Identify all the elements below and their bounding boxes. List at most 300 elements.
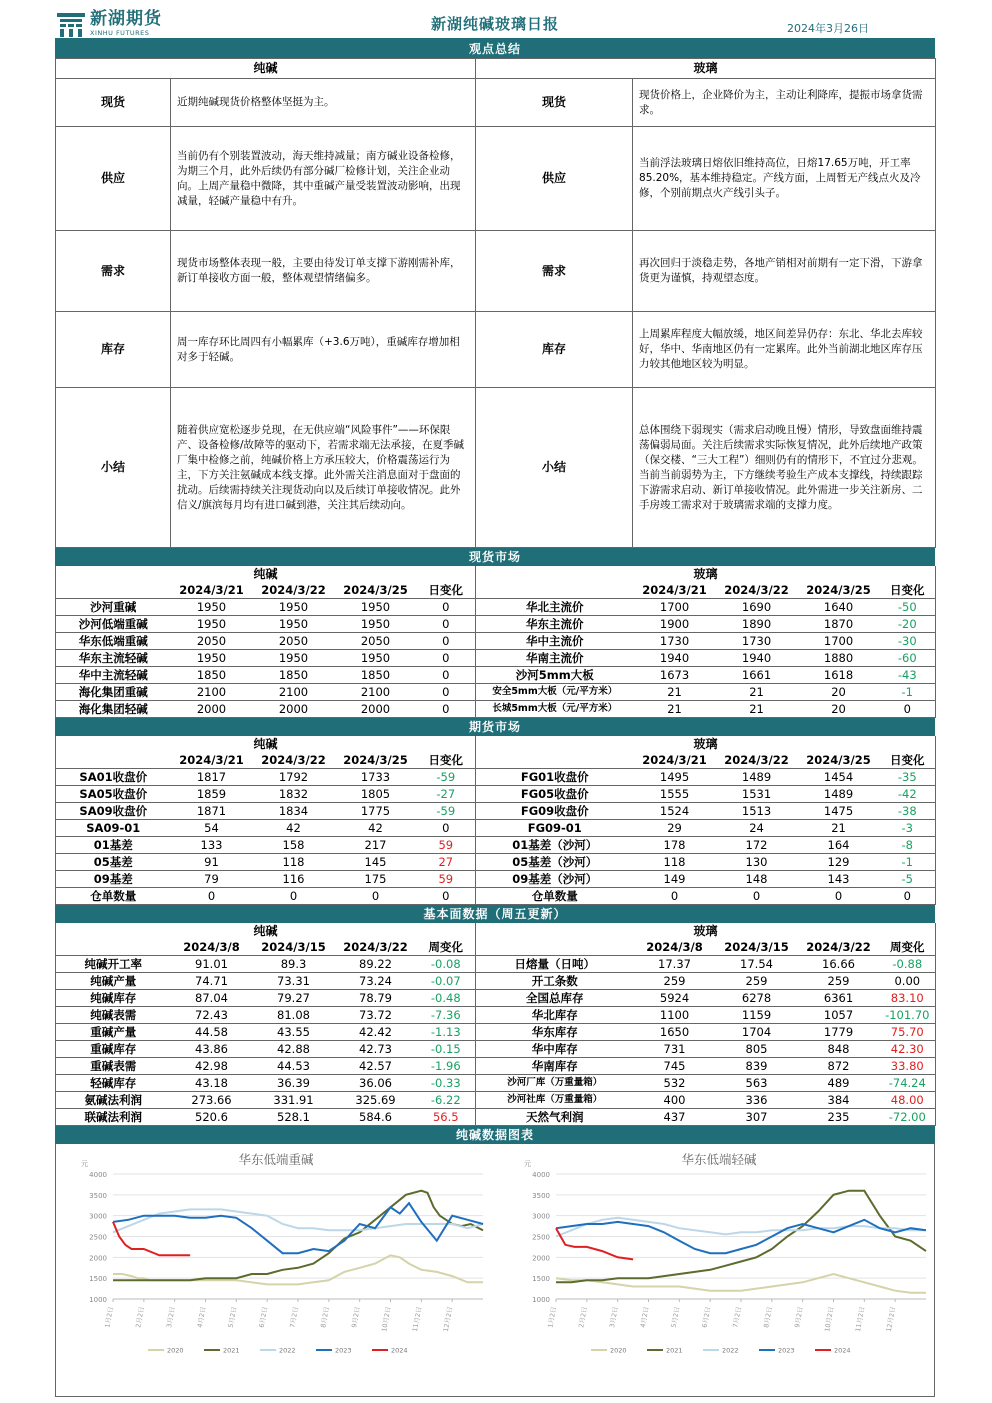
legend-label: 2022 bbox=[279, 1346, 296, 1355]
change-cell: 0 bbox=[417, 701, 476, 718]
views-label: 供应 bbox=[56, 127, 171, 231]
table-row bbox=[56, 633, 936, 650]
x-tick-label: 4月2日 bbox=[638, 1305, 651, 1329]
views-label: 供应 bbox=[476, 127, 633, 231]
views-glass-text: 总体围绕下弱现实（需求启动晚且慢）情形，导致盘面维持震荡偏弱局面。关注后续需求实际恢复情况，此外后续地产政策（保交楼、“三大工程”）细则仍有的情形下，不宜过分悲观。当前当前弱势为主，下方继续考验生产成本支撑线，持续跟踪下游需求启动、新订单接收情况。此外需进一步关注新房、二手房竣工需求对于玻璃需求端的支撑力度。 bbox=[633, 388, 936, 548]
change-cell: -0.88 bbox=[880, 956, 936, 973]
chart-light-soda bbox=[504, 1144, 934, 1397]
x-tick-label: 1月2日 bbox=[546, 1305, 558, 1329]
report-header bbox=[55, 8, 935, 40]
value-cell: 133 bbox=[171, 837, 253, 854]
value-cell: 1730 bbox=[716, 633, 798, 650]
value-cell: 74.71 bbox=[171, 973, 253, 990]
x-tick-label: 2月2日 bbox=[577, 1305, 589, 1329]
value-cell: 1531 bbox=[716, 786, 798, 803]
futures-table bbox=[55, 736, 936, 905]
change-cell: 0 bbox=[880, 701, 936, 718]
date-header: 2024/3/21 bbox=[634, 752, 716, 769]
row-label: 氨碱法利润 bbox=[56, 1092, 171, 1109]
table-row bbox=[56, 1109, 936, 1126]
legend-label: 2022 bbox=[722, 1346, 739, 1355]
value-cell: 149 bbox=[634, 871, 716, 888]
value-cell: 1871 bbox=[171, 803, 253, 820]
value-cell: 91 bbox=[171, 854, 253, 871]
value-cell: 1940 bbox=[634, 650, 716, 667]
y-tick-label: 3500 bbox=[89, 1191, 107, 1200]
row-label: 09基差 bbox=[56, 871, 171, 888]
value-cell: 1454 bbox=[798, 769, 880, 786]
date-header: 2024/3/21 bbox=[171, 582, 253, 599]
date-header: 日变化 bbox=[417, 582, 476, 599]
x-tick-label: 3月2日 bbox=[165, 1305, 177, 1329]
soda-section-title: 纯碱 bbox=[56, 736, 476, 752]
change-cell: -0.07 bbox=[417, 973, 476, 990]
value-cell: 73.72 bbox=[335, 1007, 417, 1024]
value-cell: 1513 bbox=[716, 803, 798, 820]
value-cell: 0 bbox=[634, 888, 716, 905]
change-cell: -42 bbox=[880, 786, 936, 803]
value-cell: 336 bbox=[716, 1092, 798, 1109]
row-label: 沙河低端重碱 bbox=[56, 616, 171, 633]
change-cell: -1.13 bbox=[417, 1024, 476, 1041]
value-cell: 1859 bbox=[171, 786, 253, 803]
blank-cell bbox=[56, 939, 171, 956]
change-cell: -74.24 bbox=[880, 1075, 936, 1092]
change-cell: -0.15 bbox=[417, 1041, 476, 1058]
y-tick-label: 3500 bbox=[532, 1191, 550, 1200]
views-glass-text: 上周累库程度大幅放缓，地区间差异仍存：东北、华北去库较好，华中、华南地区仍有一定累库。此外当前湖北地区库存压力较其他地区较为明显。 bbox=[633, 312, 936, 388]
value-cell: 21 bbox=[634, 684, 716, 701]
value-cell: 20 bbox=[798, 701, 880, 718]
value-cell: 0 bbox=[716, 888, 798, 905]
change-cell: -0.48 bbox=[417, 990, 476, 1007]
report-title: 新湖纯碱玻璃日报 bbox=[430, 15, 559, 33]
x-tick-label: 7月2日 bbox=[288, 1305, 300, 1329]
row-label: SA05收盘价 bbox=[56, 786, 171, 803]
row-label: 05基差 bbox=[56, 854, 171, 871]
value-cell: 259 bbox=[634, 973, 716, 990]
chart-svg bbox=[61, 1144, 491, 1397]
value-cell: 1733 bbox=[335, 769, 417, 786]
value-cell: 0 bbox=[171, 888, 253, 905]
value-cell: 1950 bbox=[335, 616, 417, 633]
date-header: 周变化 bbox=[880, 939, 936, 956]
x-tick-label: 12月2日 bbox=[884, 1305, 898, 1333]
value-cell: 2100 bbox=[253, 684, 335, 701]
row-label: SA09-01 bbox=[56, 820, 171, 837]
legend-label: 2020 bbox=[167, 1346, 184, 1355]
date-header: 2024/3/22 bbox=[798, 939, 880, 956]
value-cell: 78.79 bbox=[335, 990, 417, 1007]
soda-section-title: 纯碱 bbox=[56, 923, 476, 939]
y-unit: 元 bbox=[81, 1160, 88, 1168]
views-label: 现货 bbox=[56, 79, 171, 127]
legend-label: 2023 bbox=[778, 1346, 795, 1355]
date-header: 周变化 bbox=[417, 939, 476, 956]
row-label: 长城5mm大板（元/平方米） bbox=[476, 701, 634, 718]
value-cell: 21 bbox=[634, 701, 716, 718]
glass-section-title: 玻璃 bbox=[476, 923, 936, 939]
date-header: 2024/3/25 bbox=[798, 582, 880, 599]
table-row bbox=[56, 650, 936, 667]
section-title-row bbox=[56, 736, 936, 752]
value-cell: 1475 bbox=[798, 803, 880, 820]
value-cell: 532 bbox=[634, 1075, 716, 1092]
value-cell: 42.57 bbox=[335, 1058, 417, 1075]
value-cell: 1950 bbox=[171, 599, 253, 616]
row-label: 华东主流价 bbox=[476, 616, 634, 633]
value-cell: 1057 bbox=[798, 1007, 880, 1024]
value-cell: 44.53 bbox=[253, 1058, 335, 1075]
futures-band: 期货市场 bbox=[55, 718, 935, 736]
date-header: 2024/3/22 bbox=[253, 582, 335, 599]
value-cell: 1950 bbox=[171, 650, 253, 667]
change-cell: 0.00 bbox=[880, 973, 936, 990]
row-label: 华东主流轻碱 bbox=[56, 650, 171, 667]
value-cell: 584.6 bbox=[335, 1109, 417, 1126]
value-cell: 1690 bbox=[716, 599, 798, 616]
section-title-row bbox=[56, 566, 936, 582]
value-cell: 1555 bbox=[634, 786, 716, 803]
series-line-2022 bbox=[556, 1218, 926, 1237]
row-label: 纯碱开工率 bbox=[56, 956, 171, 973]
y-unit: 元 bbox=[524, 1160, 531, 1168]
value-cell: 42.73 bbox=[335, 1041, 417, 1058]
chart-svg bbox=[504, 1144, 934, 1397]
change-cell: 27 bbox=[417, 854, 476, 871]
value-cell: 143 bbox=[798, 871, 880, 888]
change-cell: 33.80 bbox=[880, 1058, 936, 1075]
views-glass-text: 当前浮法玻璃日熔依旧维持高位，日熔17.65万吨，开工率85.20%，基本维持稳定。产线方面，上周暂无产线点火及冷修，个别前期点火产线引头子。 bbox=[633, 127, 936, 231]
value-cell: 1850 bbox=[335, 667, 417, 684]
chart-title: 华东低端轻碱 bbox=[681, 1152, 757, 1167]
value-cell: 1832 bbox=[253, 786, 335, 803]
charts-area bbox=[55, 1144, 935, 1397]
value-cell: 118 bbox=[253, 854, 335, 871]
value-cell: 437 bbox=[634, 1109, 716, 1126]
value-cell: 1524 bbox=[634, 803, 716, 820]
row-label: FG01收盘价 bbox=[476, 769, 634, 786]
value-cell: 1489 bbox=[716, 769, 798, 786]
change-cell: -60 bbox=[880, 650, 936, 667]
table-row bbox=[56, 667, 936, 684]
date-header: 2024/3/15 bbox=[253, 939, 335, 956]
value-cell: 1792 bbox=[253, 769, 335, 786]
value-cell: 331.91 bbox=[253, 1092, 335, 1109]
row-label: 华北库存 bbox=[476, 1007, 634, 1024]
legend-label: 2021 bbox=[666, 1346, 683, 1355]
value-cell: 259 bbox=[798, 973, 880, 990]
charts-band: 纯碱数据图表 bbox=[55, 1126, 935, 1144]
value-cell: 178 bbox=[634, 837, 716, 854]
value-cell: 1950 bbox=[335, 650, 417, 667]
legend-label: 2024 bbox=[391, 1346, 408, 1355]
row-label: 全国总库存 bbox=[476, 990, 634, 1007]
value-cell: 42 bbox=[335, 820, 417, 837]
x-tick-label: 3月2日 bbox=[608, 1305, 620, 1329]
logo-text-cn: 新湖期货 bbox=[90, 9, 162, 29]
change-cell: -1 bbox=[880, 684, 936, 701]
value-cell: 148 bbox=[716, 871, 798, 888]
change-cell: -59 bbox=[417, 803, 476, 820]
section-title-row bbox=[56, 923, 936, 939]
change-cell: 0 bbox=[417, 684, 476, 701]
change-cell: -3 bbox=[880, 820, 936, 837]
table-row bbox=[56, 837, 936, 854]
value-cell: 1779 bbox=[798, 1024, 880, 1041]
value-cell: 2100 bbox=[171, 684, 253, 701]
table-row bbox=[56, 973, 936, 990]
date-header-row bbox=[56, 752, 936, 769]
table-row bbox=[56, 854, 936, 871]
change-cell: -27 bbox=[417, 786, 476, 803]
row-label: 华中主流轻碱 bbox=[56, 667, 171, 684]
value-cell: 87.04 bbox=[171, 990, 253, 1007]
y-tick-label: 2000 bbox=[89, 1254, 107, 1263]
table-row bbox=[56, 616, 936, 633]
views-soda-text: 近期纯碱现货价格整体坚挺为主。 bbox=[171, 79, 476, 127]
date-header-row bbox=[56, 582, 936, 599]
spot-table bbox=[55, 566, 936, 718]
chart-title: 华东低端重碱 bbox=[238, 1152, 314, 1167]
value-cell: 805 bbox=[716, 1041, 798, 1058]
x-tick-label: 11月2日 bbox=[854, 1305, 867, 1333]
change-cell: 42.30 bbox=[880, 1041, 936, 1058]
y-tick-label: 3000 bbox=[89, 1212, 107, 1221]
y-tick-label: 1000 bbox=[89, 1296, 107, 1304]
change-cell: 0 bbox=[417, 616, 476, 633]
date-header: 2024/3/22 bbox=[716, 752, 798, 769]
date-header: 2024/3/22 bbox=[716, 582, 798, 599]
change-cell: -50 bbox=[880, 599, 936, 616]
value-cell: 1950 bbox=[253, 616, 335, 633]
change-cell: 75.70 bbox=[880, 1024, 936, 1041]
views-soda-text: 现货市场整体表现一般，主要由待发订单支撑下游刚需补库，新订单接收方面一般，整体观望情绪偏多。 bbox=[171, 231, 476, 312]
logo-text-en: XINHU FUTURES bbox=[90, 29, 150, 37]
value-cell: 307 bbox=[716, 1109, 798, 1126]
value-cell: 6278 bbox=[716, 990, 798, 1007]
value-cell: 73.24 bbox=[335, 973, 417, 990]
change-cell: 0 bbox=[417, 633, 476, 650]
row-label: FG09收盘价 bbox=[476, 803, 634, 820]
row-label: 华中库存 bbox=[476, 1041, 634, 1058]
row-label: 华南主流价 bbox=[476, 650, 634, 667]
value-cell: 400 bbox=[634, 1092, 716, 1109]
value-cell: 1700 bbox=[798, 633, 880, 650]
row-label: 开工条数 bbox=[476, 973, 634, 990]
views-label: 库存 bbox=[476, 312, 633, 388]
row-label: 沙河厂库（万重量箱） bbox=[476, 1075, 634, 1092]
value-cell: 2000 bbox=[335, 701, 417, 718]
row-label: 09基差（沙河） bbox=[476, 871, 634, 888]
value-cell: 21 bbox=[716, 701, 798, 718]
value-cell: 43.18 bbox=[171, 1075, 253, 1092]
table-row bbox=[56, 701, 936, 718]
change-cell: -8 bbox=[880, 837, 936, 854]
row-label: 重碱库存 bbox=[56, 1041, 171, 1058]
legend-label: 2024 bbox=[834, 1346, 851, 1355]
value-cell: 325.69 bbox=[335, 1092, 417, 1109]
series-line-2021 bbox=[113, 1191, 483, 1281]
value-cell: 1900 bbox=[634, 616, 716, 633]
row-label: 华东低端重碱 bbox=[56, 633, 171, 650]
value-cell: 91.01 bbox=[171, 956, 253, 973]
value-cell: 1673 bbox=[634, 667, 716, 684]
value-cell: 20 bbox=[798, 684, 880, 701]
fundamentals-band: 基本面数据（周五更新） bbox=[55, 905, 935, 923]
value-cell: 89.3 bbox=[253, 956, 335, 973]
row-label: 沙河重碱 bbox=[56, 599, 171, 616]
y-tick-label: 2000 bbox=[532, 1254, 550, 1263]
value-cell: 273.66 bbox=[171, 1092, 253, 1109]
x-tick-label: 10月2日 bbox=[380, 1305, 393, 1333]
value-cell: 36.39 bbox=[253, 1075, 335, 1092]
value-cell: 89.22 bbox=[335, 956, 417, 973]
value-cell: 2100 bbox=[335, 684, 417, 701]
value-cell: 17.54 bbox=[716, 956, 798, 973]
row-label: 华中主流价 bbox=[476, 633, 634, 650]
row-label: SA01收盘价 bbox=[56, 769, 171, 786]
value-cell: 42.98 bbox=[171, 1058, 253, 1075]
views-label: 现货 bbox=[476, 79, 633, 127]
table-row bbox=[56, 1041, 936, 1058]
x-tick-label: 4月2日 bbox=[195, 1305, 208, 1329]
value-cell: 79.27 bbox=[253, 990, 335, 1007]
value-cell: 73.31 bbox=[253, 973, 335, 990]
spot-band: 现货市场 bbox=[55, 548, 935, 566]
y-tick-label: 2500 bbox=[89, 1233, 107, 1242]
y-tick-label: 4000 bbox=[89, 1171, 107, 1179]
value-cell: 1817 bbox=[171, 769, 253, 786]
table-row bbox=[56, 1075, 936, 1092]
change-cell: 0 bbox=[417, 599, 476, 616]
value-cell: 16.66 bbox=[798, 956, 880, 973]
blank-cell bbox=[56, 582, 171, 599]
value-cell: 839 bbox=[716, 1058, 798, 1075]
row-label: 海化集团轻碱 bbox=[56, 701, 171, 718]
table-row bbox=[56, 871, 936, 888]
change-cell: 48.00 bbox=[880, 1092, 936, 1109]
views-glass-header: 玻璃 bbox=[476, 59, 936, 79]
report-date: 2024年3月26日 bbox=[787, 22, 869, 35]
row-label: 重碱产量 bbox=[56, 1024, 171, 1041]
value-cell: 17.37 bbox=[634, 956, 716, 973]
value-cell: 1650 bbox=[634, 1024, 716, 1041]
change-cell: -0.33 bbox=[417, 1075, 476, 1092]
value-cell: 2050 bbox=[171, 633, 253, 650]
date-header: 日变化 bbox=[880, 582, 936, 599]
value-cell: 42.42 bbox=[335, 1024, 417, 1041]
value-cell: 528.1 bbox=[253, 1109, 335, 1126]
row-label: 纯碱库存 bbox=[56, 990, 171, 1007]
value-cell: 563 bbox=[716, 1075, 798, 1092]
value-cell: 43.55 bbox=[253, 1024, 335, 1041]
row-label: 05基差（沙河） bbox=[476, 854, 634, 871]
value-cell: 1950 bbox=[171, 616, 253, 633]
views-label: 需求 bbox=[56, 231, 171, 312]
views-label: 需求 bbox=[476, 231, 633, 312]
views-label: 库存 bbox=[56, 312, 171, 388]
value-cell: 1159 bbox=[716, 1007, 798, 1024]
views-label: 小结 bbox=[56, 388, 171, 548]
x-tick-label: 6月2日 bbox=[257, 1305, 270, 1329]
views-glass-text: 再次回归于淡稳走势，各地产销相对前期有一定下滑，下游拿货更为谨慎，持观望态度。 bbox=[633, 231, 936, 312]
value-cell: 1805 bbox=[335, 786, 417, 803]
y-tick-label: 3000 bbox=[532, 1212, 550, 1221]
value-cell: 145 bbox=[335, 854, 417, 871]
value-cell: 1730 bbox=[634, 633, 716, 650]
change-cell: -101.70 bbox=[880, 1007, 936, 1024]
row-label: FG05收盘价 bbox=[476, 786, 634, 803]
views-band: 观点总结 bbox=[55, 40, 935, 58]
table-row bbox=[56, 888, 936, 905]
value-cell: 745 bbox=[634, 1058, 716, 1075]
row-label: 华东库存 bbox=[476, 1024, 634, 1041]
x-tick-label: 12月2日 bbox=[441, 1305, 455, 1333]
table-row bbox=[56, 820, 936, 837]
table-row bbox=[56, 769, 936, 786]
y-tick-label: 1000 bbox=[532, 1296, 550, 1304]
value-cell: 6361 bbox=[798, 990, 880, 1007]
series-line-2020 bbox=[556, 1274, 926, 1293]
change-cell: -1.96 bbox=[417, 1058, 476, 1075]
value-cell: 2050 bbox=[335, 633, 417, 650]
value-cell: 1704 bbox=[716, 1024, 798, 1041]
blank-cell bbox=[476, 752, 634, 769]
x-tick-label: 2月2日 bbox=[134, 1305, 146, 1329]
value-cell: 1870 bbox=[798, 616, 880, 633]
date-header: 2024/3/25 bbox=[335, 582, 417, 599]
x-tick-label: 5月2日 bbox=[226, 1305, 239, 1329]
date-header: 2024/3/15 bbox=[716, 939, 798, 956]
value-cell: 235 bbox=[798, 1109, 880, 1126]
row-label: 沙河社库（万重量箱） bbox=[476, 1092, 634, 1109]
soda-section-title: 纯碱 bbox=[56, 566, 476, 582]
value-cell: 1890 bbox=[716, 616, 798, 633]
change-cell: 0 bbox=[417, 667, 476, 684]
legend-label: 2023 bbox=[335, 1346, 352, 1355]
date-header: 2024/3/25 bbox=[335, 752, 417, 769]
value-cell: 24 bbox=[716, 820, 798, 837]
value-cell: 129 bbox=[798, 854, 880, 871]
value-cell: 848 bbox=[798, 1041, 880, 1058]
views-glass-text: 现货价格上，企业降价为主，主动让利降库，提振市场拿货需求。 bbox=[633, 79, 936, 127]
value-cell: 1661 bbox=[716, 667, 798, 684]
date-header-row bbox=[56, 939, 936, 956]
row-label: 01基差（沙河） bbox=[476, 837, 634, 854]
value-cell: 5924 bbox=[634, 990, 716, 1007]
row-label: SA09收盘价 bbox=[56, 803, 171, 820]
row-label: 日熔量（日吨） bbox=[476, 956, 634, 973]
value-cell: 0 bbox=[798, 888, 880, 905]
value-cell: 872 bbox=[798, 1058, 880, 1075]
value-cell: 116 bbox=[253, 871, 335, 888]
value-cell: 1950 bbox=[253, 650, 335, 667]
value-cell: 29 bbox=[634, 820, 716, 837]
value-cell: 54 bbox=[171, 820, 253, 837]
value-cell: 1100 bbox=[634, 1007, 716, 1024]
table-row bbox=[56, 599, 936, 616]
row-label: 仓单数量 bbox=[476, 888, 634, 905]
x-tick-label: 1月2日 bbox=[103, 1305, 115, 1329]
row-label: 纯碱产量 bbox=[56, 973, 171, 990]
value-cell: 81.08 bbox=[253, 1007, 335, 1024]
date-header: 2024/3/22 bbox=[335, 939, 417, 956]
change-cell: -6.22 bbox=[417, 1092, 476, 1109]
value-cell: 1700 bbox=[634, 599, 716, 616]
change-cell: 59 bbox=[417, 837, 476, 854]
change-cell: -20 bbox=[880, 616, 936, 633]
